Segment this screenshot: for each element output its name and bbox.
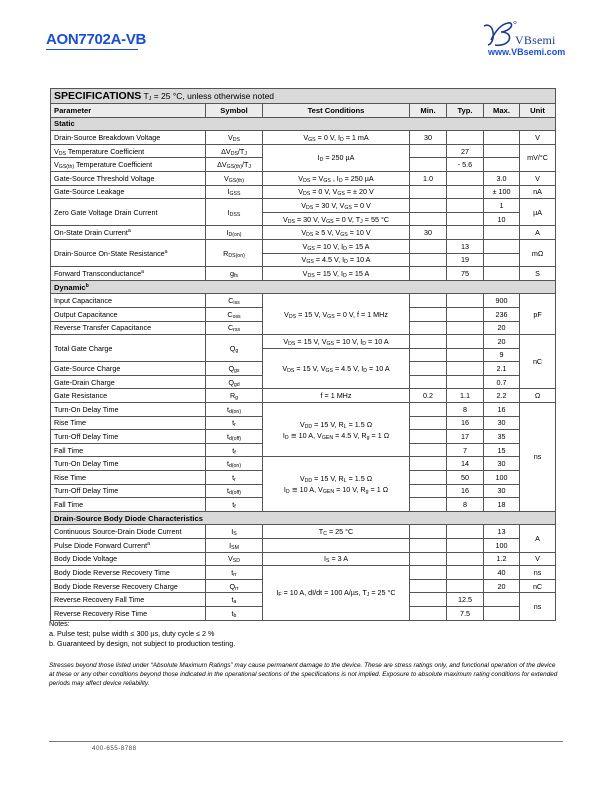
table-header-row (51, 104, 556, 118)
part-number: AON7702A-VB (46, 31, 147, 48)
notes-heading: Notes: (49, 619, 70, 628)
table-row: Pulse Diode Forward Current$^a$ $I_{SM}$ 100 (51, 539, 556, 553)
table-row: Gate-Drain Charge $Q_{gd}$ 0.7 (51, 375, 556, 389)
brand-name: VBsemi (515, 33, 556, 47)
table-row: On-State Drain Current$^a$ $I_{D(on)}$ $V_{DS} \ge 5$ V, $V_{GS} = 10$ V 30 A (51, 226, 556, 240)
table-row: $V_{DS}$ Temperature Coefficient $\Delta V_{DS}/T_J$ $I_D = 250$ µA 27 mV/°C (51, 144, 556, 158)
table-row: Body Diode Reverse Recovery Charge $Q_{rr}$ 20 nC (51, 579, 556, 593)
table-row: Turn-On Delay Time $t_{d(on)}$ $V_{DD} = 15$ V, $R_L = 1.5$ Ω $I_D$ ≅ 10 A, $V_{GEN} = 4.5$ V, $R_g = 1$ Ω 8 16 ns (51, 403, 556, 417)
table-row: Gate-Source Threshold Voltage $V_{GS(th)}$ $V_{DS} = V_{GS}$ , $I_D = 250$ µA 1.0 3.0 V (51, 171, 556, 185)
table-row: $V_{GS(th)}$ Temperature Coefficient $\Delta V_{GS(th)}/T_J$ - 5.6 (51, 158, 556, 172)
col-unit: Unit (520, 104, 556, 118)
table-row: Drain-Source On-State Resistance$^a$ $R_{DS(on)}$ $V_{GS} = 10$ V, $I_D = 15$ A 13 mΩ (51, 239, 556, 253)
col-min: Min. (410, 104, 447, 118)
table-row: Continuous Source-Drain Diode Current $I_S$ $T_C = 25$ °C 13 A (51, 525, 556, 539)
col-parameter: Parameter (51, 104, 206, 118)
table-row: Turn-Off Delay Time $t_{d(off)}$ 17 35 (51, 430, 556, 444)
table-row: Rise Time $t_r$ 50 100 (51, 471, 556, 485)
table-row: Input Capacitance $C_{iss}$ $V_{DS} = 15$ V, $V_{GS} = 0$ V, f = 1 MHz 900 pF (51, 294, 556, 308)
table-row: Gate-Source Charge $Q_{gs}$ 2.1 (51, 362, 556, 376)
table-row: Zero Gate Voltage Drain Current $I_{DSS}$ $V_{DS} = 30$ V, $V_{GS} = 0$ V 1 µA (51, 199, 556, 213)
note-a: a. Pulse test; pulse width ≤ 300 µs, duty cycle ≤ 2 % (49, 629, 215, 638)
footer-divider (49, 741, 563, 742)
table-row: Drain-Source Breakdown Voltage $V_{DS}$ $V_{GS} = 0$ V, $I_D = 1$ mA 30 V (51, 131, 556, 145)
table-row: Gate-Source Leakage $I_{GSS}$ $V_{DS} = 0$ V, $V_{GS}$ = ± 20 V ± 100 nA (51, 185, 556, 199)
table-row: Reverse Recovery Rise Time $t_b$ 7.5 (51, 606, 556, 620)
table-row: Output Capacitance $C_{oss}$ 236 (51, 307, 556, 321)
table-row: Turn-On Delay Time $t_{d(on)}$ $V_{DD} = 15$ V, $R_L = 1.5$ Ω $I_D$ ≅ 10 A, $V_{GEN} = 10$ V, $R_g = 1$ Ω 14 30 (51, 457, 556, 471)
table-row: $V_{GS} = 4.5$ V, $I_D = 10$ A 19 (51, 253, 556, 267)
table-row: Fall Time $t_f$ 7 15 (51, 443, 556, 457)
note-b: b. Guaranteed by design, not subject to production testing. (49, 639, 236, 648)
table-title-row (51, 89, 556, 104)
stress-disclaimer: Stresses beyond those listed under “Absolute Maximum Ratings” may cause permanent damage to the device. These are stress ratings only, and functional operation of the device at these or any other conditions beyond those indicated in the operational sections of the specifications is not implied. Exposure to absolute maximum rating conditions for extended periods may affect device reliability. (49, 662, 558, 687)
table-row: Reverse Transfer Capacitance $C_{rss}$ 20 (51, 321, 556, 335)
table-row: Gate Resistance $R_g$ f = 1 MHz 0.2 1.1 2.2 Ω (51, 389, 556, 403)
table-row: $V_{DS} = 30$ V, $V_{GS} = 0$ V, $T_J = 55$ °C 10 (51, 212, 556, 226)
specifications-table (50, 88, 556, 621)
section-dynamic: Dynamic$^b$ (51, 280, 556, 294)
table-title: SPECIFICATIONS $T_J = 25$ °C, unless otherwise noted (51, 89, 556, 104)
table-row: Reverse Recovery Fall Time $t_a$ 12.5 ns (51, 593, 556, 607)
table-row: Total Gate Charge $Q_g$ $V_{DS} = 15$ V, $V_{GS} = 10$ V, $I_D = 10$ A 20 nC (51, 335, 556, 349)
footer-phone: 400-655-8788 (92, 745, 137, 752)
notes (49, 619, 235, 649)
col-test-conditions: Test Conditions (263, 104, 410, 118)
table-row: Body Diode Reverse Recovery Time $t_{rr}$ $I_F = 10$ A, dI/dt = 100 A/µs, $T_J = 25$ °C 40 ns (51, 566, 556, 580)
part-number-underline (46, 49, 138, 50)
table-row: Fall Time $t_f$ 8 18 (51, 498, 556, 512)
website-link[interactable]: www.VBsemi.com (488, 47, 566, 57)
col-max: Max. (484, 104, 520, 118)
table-row: $V_{DS} = 15$ V, $V_{GS} = 4.5$ V, $I_D = 10$ A 9 (51, 348, 556, 362)
section-body-diode: Drain-Source Body Diode Characteristics (51, 511, 556, 525)
section-static: Static (51, 117, 556, 131)
table-row: Rise Time $t_r$ 16 30 (51, 416, 556, 430)
col-typ: Typ. (447, 104, 484, 118)
table-row: Forward Transconductance$^a$ $g_{fs}$ $V_{DS} = 15$ V, $I_D = 15$ A 75 S (51, 267, 556, 281)
col-symbol: Symbol (206, 104, 263, 118)
table-row: Body Diode Voltage $V_{SD}$ $I_S = 3$ A 1.2 V (51, 552, 556, 566)
table-row: Turn-Off Delay Time $t_{d(off)}$ 16 30 (51, 484, 556, 498)
